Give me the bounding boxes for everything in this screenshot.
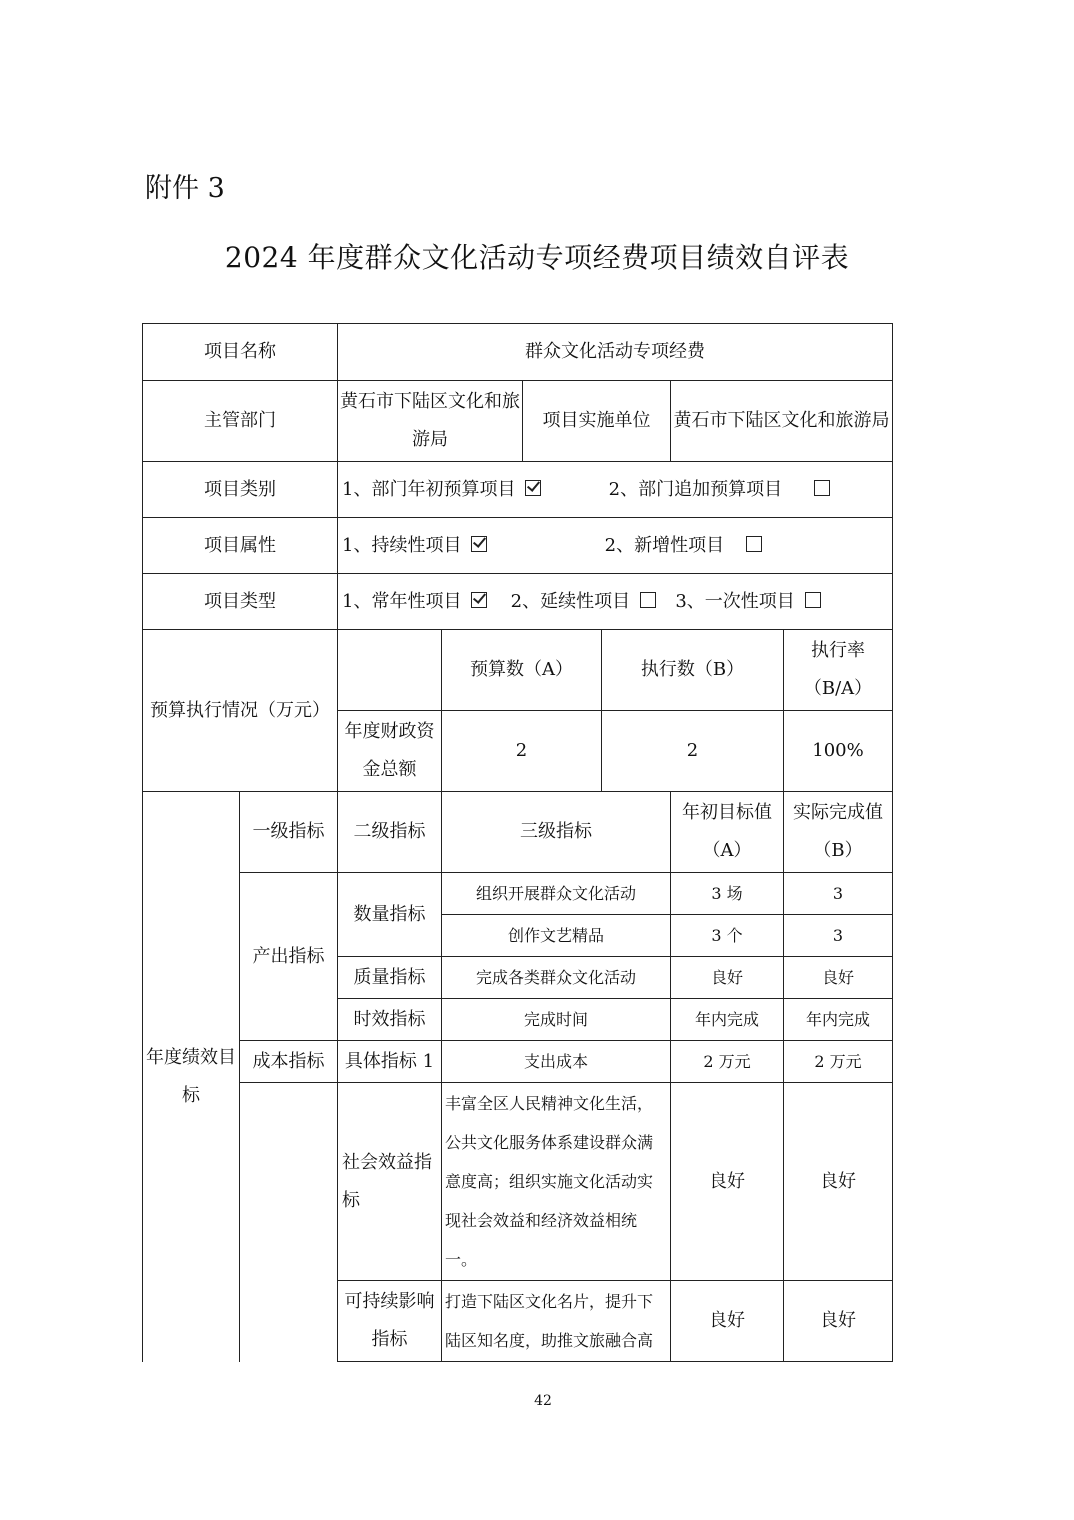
checked-checkbox-icon[interactable] (525, 480, 541, 496)
category-option-2: 2、部门追加预算项目 (608, 478, 783, 500)
category-row (143, 462, 893, 518)
goals-head-target: 年初目标值（A） (671, 792, 784, 873)
goal-item-actual: 3 (784, 915, 893, 957)
type-label: 项目类型 (143, 574, 338, 630)
goals-head-l3: 三级指标 (442, 792, 671, 873)
goals-head-l1: 一级指标 (240, 792, 338, 873)
goal-item-target: 年内完成 (671, 999, 784, 1041)
exec-value: 2 (602, 711, 784, 792)
budget-col-exec: 执行数（B） (602, 630, 784, 711)
timeliness-indicator-label: 时效指标 (338, 999, 442, 1041)
implementing-unit-label: 项目实施单位 (523, 381, 671, 462)
goal-item-actual: 良好 (784, 1083, 893, 1281)
goal-item-name: 完成时间 (442, 999, 671, 1041)
attribute-option-2: 2、新增性项目 (604, 534, 725, 556)
goal-item-name: 打造下陆区文化名片，提升下陆区知名度，助推文旅融合高 (442, 1281, 671, 1362)
goal-item-target: 良好 (671, 957, 784, 999)
implementing-unit-value: 黄石市下陆区文化和旅游局 (671, 381, 893, 462)
empty-checkbox-icon[interactable] (805, 592, 821, 608)
goals-label: 年度绩效目标 (143, 792, 240, 1362)
goal-item-target: 2 万元 (671, 1041, 784, 1083)
rate-value: 100% (784, 711, 893, 792)
goal-item-actual: 良好 (784, 957, 893, 999)
type-option-2: 2、延续性项目 (510, 590, 631, 612)
goal-item-target: 3 个 (671, 915, 784, 957)
goals-head-l2: 二级指标 (338, 792, 442, 873)
quantity-indicator-label: 数量指标 (338, 873, 442, 957)
empty-checkbox-icon[interactable] (814, 480, 830, 496)
goal-item-name: 丰富全区人民精神文化生活，公共文化服务体系建设群众满意度高；组织实施文化活动实现社会效益和经济效益相统一。 (442, 1083, 671, 1281)
output-indicator-label: 产出指标 (240, 873, 338, 1041)
goal-row (143, 1083, 893, 1281)
attribute-label: 项目属性 (143, 518, 338, 574)
empty-checkbox-icon[interactable] (746, 536, 762, 552)
category-option-1: 1、部门年初预算项目 (342, 478, 516, 500)
goal-row (143, 1041, 893, 1083)
budget-col-budget: 预算数（A） (442, 630, 602, 711)
type-row (143, 574, 893, 630)
category-options (338, 462, 893, 518)
department-row (143, 381, 893, 462)
budget-label: 预算执行情况（万元） (143, 630, 338, 792)
department-value: 黄石市下陆区文化和旅游局 (338, 381, 523, 462)
cost-indicator-label: 成本指标 (240, 1041, 338, 1083)
category-label: 项目类别 (143, 462, 338, 518)
goal-item-actual: 良好 (784, 1281, 893, 1362)
project-name-row (143, 324, 893, 381)
goal-item-target: 3 场 (671, 873, 784, 915)
goal-item-name: 组织开展群众文化活动 (442, 873, 671, 915)
sustainability-indicator-label: 可持续影响指标 (338, 1281, 442, 1362)
type-option-3: 3、一次性项目 (675, 590, 795, 612)
goal-item-name: 支出成本 (442, 1041, 671, 1083)
type-options (338, 574, 893, 630)
project-name-value: 群众文化活动专项经费 (338, 324, 893, 381)
empty-checkbox-icon[interactable] (640, 592, 656, 608)
goal-item-name: 完成各类群众文化活动 (442, 957, 671, 999)
goal-item-actual: 年内完成 (784, 999, 893, 1041)
attribute-option-1: 1、持续性项目 (342, 534, 462, 556)
budget-blank-cell (338, 630, 442, 711)
goal-row (143, 873, 893, 915)
goal-item-target: 良好 (671, 1281, 784, 1362)
budget-value: 2 (442, 711, 602, 792)
checked-checkbox-icon[interactable] (471, 536, 487, 552)
page-number: 42 (534, 1393, 552, 1409)
department-label: 主管部门 (143, 381, 338, 462)
goal-item-target: 良好 (671, 1083, 784, 1281)
benefit-indicator-blank (240, 1083, 338, 1362)
type-option-1: 1、常年性项目 (342, 590, 462, 612)
attachment-label: 附件 3 (145, 173, 225, 204)
performance-evaluation-table (142, 323, 893, 1362)
checked-checkbox-icon[interactable] (471, 592, 487, 608)
goal-item-name: 创作文艺精品 (442, 915, 671, 957)
budget-header-row (143, 630, 893, 711)
social-benefit-indicator-label: 社会效益指标 (338, 1083, 442, 1281)
specific-indicator-label: 具体指标 1 (338, 1041, 442, 1083)
attribute-options (338, 518, 893, 574)
budget-row-label: 年度财政资金总额 (338, 711, 442, 792)
goal-item-actual: 3 (784, 873, 893, 915)
budget-col-rate: 执行率（B/A） (784, 630, 893, 711)
goals-header-row (143, 792, 893, 873)
attribute-row (143, 518, 893, 574)
goal-item-actual: 2 万元 (784, 1041, 893, 1083)
quality-indicator-label: 质量指标 (338, 957, 442, 999)
project-name-label: 项目名称 (143, 324, 338, 381)
document-title: 2024 年度群众文化活动专项经费项目绩效自评表 (224, 241, 850, 274)
goals-head-actual: 实际完成值（B） (784, 792, 893, 873)
